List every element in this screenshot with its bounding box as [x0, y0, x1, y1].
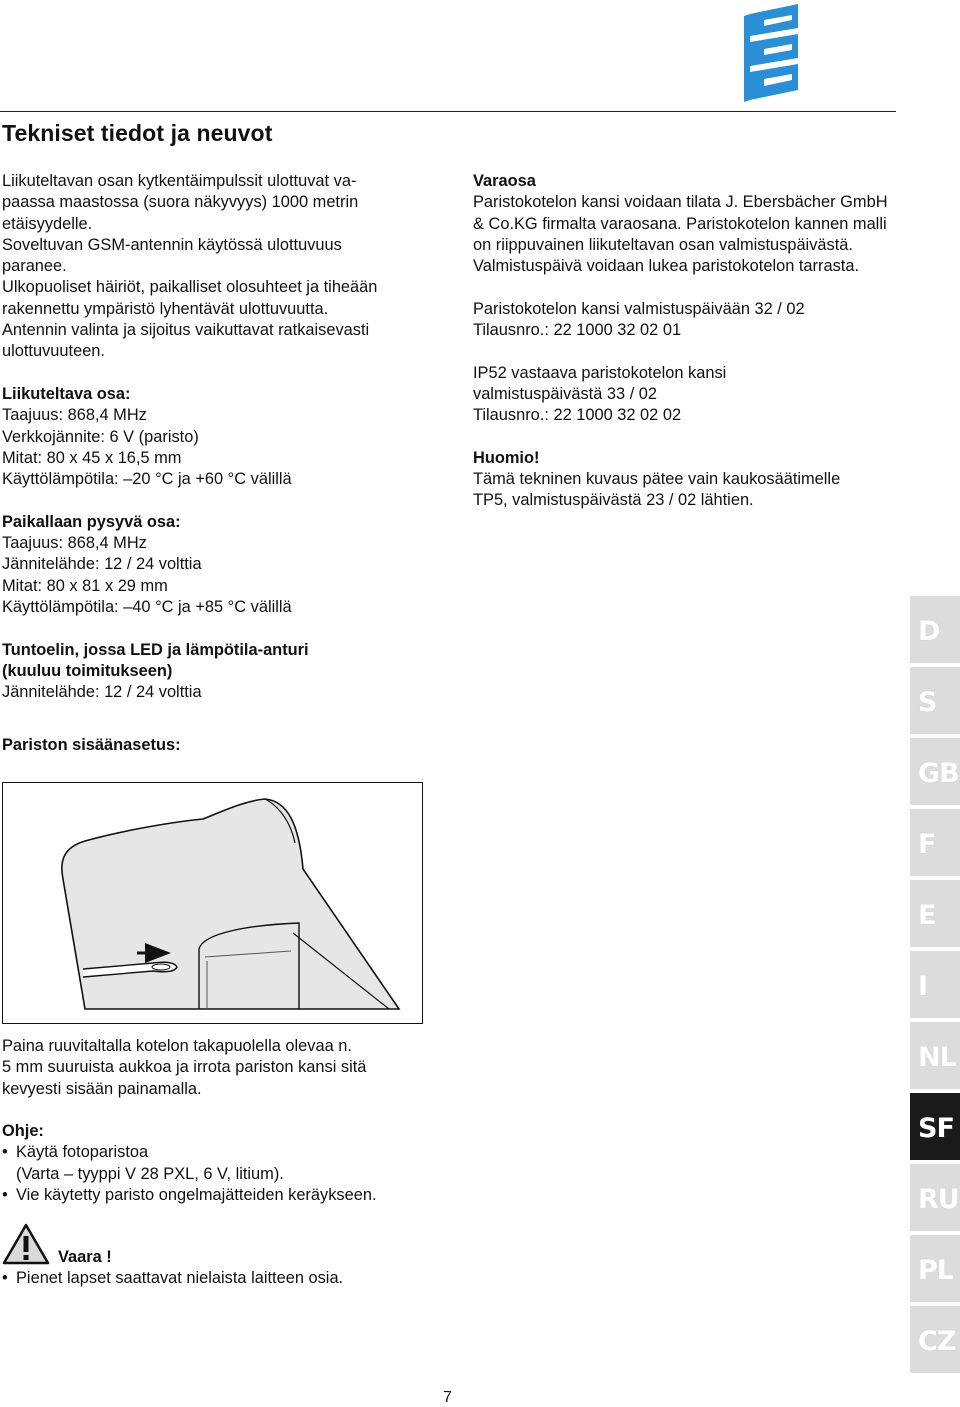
battery-illustration [2, 782, 423, 1024]
warning-icon [2, 1222, 50, 1266]
tab-language-cz[interactable]: CZ [910, 1304, 960, 1373]
tab-language-ru[interactable]: RU [910, 1162, 960, 1231]
tab-language-i[interactable]: I [910, 949, 960, 1018]
spare-part-heading: Varaosa [473, 172, 536, 190]
warning-label: Vaara ! [58, 1248, 112, 1266]
bullet-icon: • [2, 1269, 8, 1287]
warning-text: Pienet lapset saattavat nielaista laitteen osia. [16, 1269, 344, 1287]
intro-line: etäisyydelle. [2, 214, 93, 233]
bullet-text: (Varta – tyyppi V 28 PXL, 6 V, litium). [16, 1164, 284, 1183]
tab-language-e[interactable]: E [910, 878, 960, 947]
intro-line: paassa maastossa (suora näkyvyys) 1000 metrin [2, 193, 359, 212]
order-number: Tilausnro.: 22 1000 32 02 02 [473, 406, 682, 425]
battery-insertion-heading: Pariston sisäänasetus: [2, 735, 181, 754]
instruction-line: kevyesti sisään painamalla. [2, 1079, 202, 1098]
left-column [2, 171, 432, 756]
spare-part-line: Valmistuspäivä voidaan lukea paristokotelon tarrasta. [473, 257, 859, 276]
tab-language-f[interactable]: F [910, 807, 960, 876]
bullet-item [2, 1142, 442, 1185]
spec-line: Taajuus: 868,4 MHz [2, 534, 147, 553]
tab-language-sf[interactable]: SF [910, 1091, 960, 1160]
bullet-text: Käytä fotoparistoa [16, 1143, 149, 1162]
spare-part-line: on riippuvainen liikuteltavan osan valmistuspäivästä. [473, 235, 853, 254]
cover-variant-line: IP52 vastaava paristokotelon kansi [473, 363, 727, 382]
right-column [473, 171, 903, 512]
cover-variant-line: Paristokotelon kansi valmistuspäivään 32 / 02 [473, 299, 805, 318]
intro-line: Antennin valinta ja sijoitus vaikuttavat ratkaisevasti [2, 321, 370, 340]
spec-line: Mitat: 80 x 81 x 29 mm [2, 576, 168, 595]
intro-line: paranee. [2, 257, 67, 276]
spec-line: Käyttölämpötila: –40 °C ja +85 °C välillä [2, 597, 292, 616]
attention-heading: Huomio! [473, 448, 540, 467]
spec-line: Käyttölämpötila: –20 °C ja +60 °C välillä [2, 470, 292, 489]
order-number: Tilausnro.: 22 1000 32 02 01 [473, 321, 682, 340]
stationary-unit-heading: Paikallaan pysyvä osa: [2, 512, 181, 531]
spare-part-line: Paristokotelon kansi voidaan tilata J. Ebersbächer GmbH [473, 193, 888, 212]
spec-line: Mitat: 80 x 45 x 16,5 mm [2, 448, 182, 467]
brand-logo [742, 2, 800, 102]
tab-language-nl[interactable]: NL [910, 1020, 960, 1089]
tab-language-pl[interactable]: PL [910, 1233, 960, 1302]
intro-line: rakennettu ympäristö lyhentävät ulottuvuutta. [2, 299, 329, 318]
warning-item [2, 1269, 343, 1288]
instruction-line: Paina ruuvitaltalla kotelon takapuolella olevaa n. [2, 1037, 352, 1055]
sensor-heading: Tuntoelin, jossa LED ja lämpötila-anturi [2, 640, 309, 659]
tab-language-d[interactable]: D [910, 594, 960, 663]
instructions-block [2, 1036, 442, 1206]
cover-variant-line: valmistuspäivästä 33 / 02 [473, 384, 658, 403]
spec-line: Verkkojännite: 6 V (paristo) [2, 427, 199, 446]
intro-line: Liikuteltavan osan kytkentäimpulssit ulottuvat va- [2, 172, 357, 190]
intro-line: Ulkopuoliset häiriöt, paikalliset olosuhteet ja tiheään [2, 278, 378, 297]
remote-housing-drawing [3, 783, 421, 1022]
spec-line: Taajuus: 868,4 MHz [2, 406, 147, 425]
instruction-line: 5 mm suuruista aukkoa ja irrota pariston kansi sitä [2, 1058, 367, 1077]
attention-line: TP5, valmistuspäivästä 23 / 02 lähtien. [473, 491, 754, 510]
intro-line: ulottuvuuteen. [2, 342, 105, 361]
spec-line: Jännitelähde: 12 / 24 volttia [2, 555, 202, 574]
intro-line: Soveltuvan GSM-antennin käytössä ulottuvuus [2, 235, 342, 254]
page-title: Tekniset tiedot ja neuvot [2, 120, 273, 146]
mobile-unit-heading: Liikuteltava osa: [2, 384, 131, 403]
language-tabs [910, 594, 960, 1378]
bullet-icon: • [2, 1186, 8, 1205]
sensor-spec-line: Jännitelähde: 12 / 24 volttia [2, 683, 202, 702]
bullet-icon: • [2, 1143, 8, 1162]
spare-part-line: & Co.KG firmalta varaosana. Paristokotelon kannen malli [473, 214, 887, 233]
bullet-text: Vie käytetty paristo ongelmajätteiden keräykseen. [16, 1186, 377, 1205]
page-number: 7 [443, 1389, 452, 1406]
header-rule [0, 111, 896, 112]
sensor-heading-note: (kuuluu toimitukseen) [2, 661, 173, 680]
tab-language-s[interactable]: S [910, 665, 960, 734]
tab-language-gb[interactable]: GB [910, 736, 960, 805]
note-heading: Ohje: [2, 1122, 44, 1141]
attention-line: Tämä tekninen kuvaus pätee vain kaukosäätimelle [473, 470, 841, 489]
bullet-item [2, 1185, 442, 1206]
